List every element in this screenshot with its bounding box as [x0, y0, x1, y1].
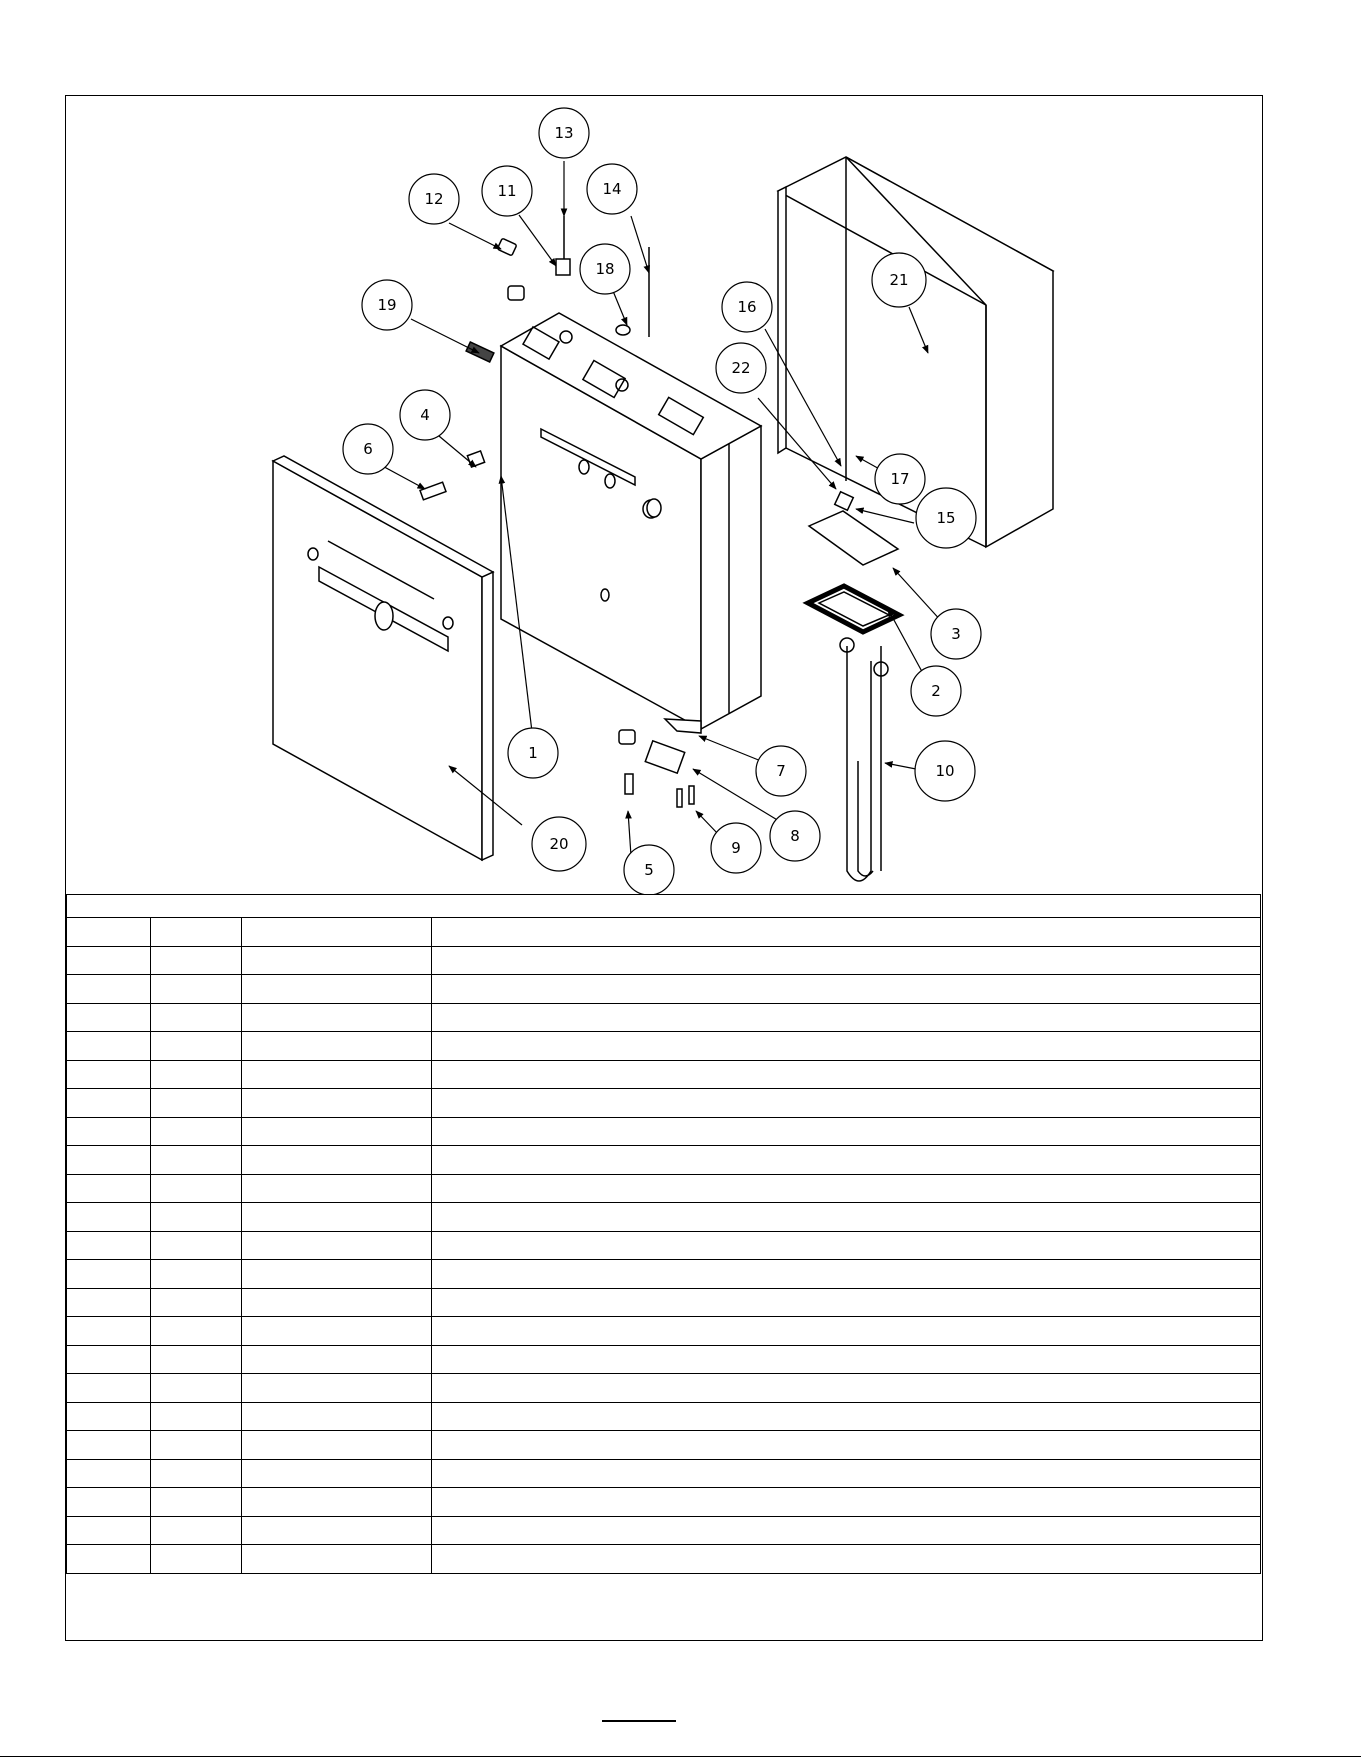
table-cell — [432, 1317, 1261, 1346]
table-cell — [67, 1089, 151, 1118]
table-title-row — [67, 895, 1261, 918]
callout-label: 11 — [497, 182, 517, 200]
table-cell — [432, 1089, 1261, 1118]
table-cell — [151, 1402, 242, 1431]
table-cell — [242, 1345, 432, 1374]
table-row — [67, 1345, 1261, 1374]
table-cell — [67, 1488, 151, 1517]
table-cell — [67, 1032, 151, 1061]
callout-6 — [343, 424, 393, 474]
table-cell — [151, 1174, 242, 1203]
table-row — [67, 1402, 1261, 1431]
table-cell — [432, 1117, 1261, 1146]
table-cell — [151, 1317, 242, 1346]
table-cell — [151, 975, 242, 1004]
callout-label: 8 — [790, 827, 800, 845]
table-row — [67, 1146, 1261, 1175]
table-cell — [432, 946, 1261, 975]
table-cell — [151, 1089, 242, 1118]
table-cell — [67, 1146, 151, 1175]
table-cell — [67, 1345, 151, 1374]
exploded-view-drawing — [66, 96, 1261, 894]
callout-12 — [409, 174, 459, 224]
callout-3 — [931, 609, 981, 659]
table-cell — [432, 1488, 1261, 1517]
table-cell — [242, 1288, 432, 1317]
table-cell — [67, 1545, 151, 1574]
callout-14 — [587, 164, 637, 214]
callout-label: 14 — [602, 180, 622, 198]
callout-7 — [756, 746, 806, 796]
table-cell — [432, 1459, 1261, 1488]
callout-label: 4 — [420, 406, 430, 424]
table-cell — [67, 1231, 151, 1260]
table-row — [67, 1174, 1261, 1203]
callout-17 — [875, 454, 925, 504]
callout-22 — [716, 343, 766, 393]
callout-label: 17 — [890, 470, 910, 488]
table-cell — [151, 1516, 242, 1545]
table-row — [67, 1431, 1261, 1460]
table-cell — [67, 1516, 151, 1545]
table-cell — [67, 1402, 151, 1431]
table-cell — [151, 1032, 242, 1061]
table-cell — [432, 1288, 1261, 1317]
table-header-row — [67, 918, 1261, 947]
table-row — [67, 1231, 1261, 1260]
table-cell — [67, 1260, 151, 1289]
callout-13 — [539, 108, 589, 158]
table-cell — [242, 1003, 432, 1032]
table-cell — [242, 1260, 432, 1289]
table-cell — [432, 1402, 1261, 1431]
table-cell — [432, 975, 1261, 1004]
table-row — [67, 1003, 1261, 1032]
table-cell — [242, 1060, 432, 1089]
table-cell — [432, 1374, 1261, 1403]
parts-list-table — [66, 894, 1261, 1574]
table-cell — [151, 1146, 242, 1175]
callout-label: 7 — [776, 762, 786, 780]
callout-label: 6 — [363, 440, 373, 458]
table-row — [67, 1060, 1261, 1089]
table-cell — [242, 1317, 432, 1346]
header-cell-item — [67, 918, 151, 947]
table-row — [67, 1545, 1261, 1574]
callout-label: 15 — [936, 509, 956, 527]
table-row — [67, 1117, 1261, 1146]
heating-element-part — [840, 638, 888, 881]
callout-label: 18 — [595, 260, 615, 278]
table-cell — [242, 1374, 432, 1403]
gasket-and-plate-parts — [808, 511, 899, 632]
callout-16 — [722, 282, 772, 332]
table-cell — [432, 1060, 1261, 1089]
table-cell — [151, 1231, 242, 1260]
callout-18 — [580, 244, 630, 294]
callout-20 — [532, 817, 586, 871]
table-cell — [432, 1345, 1261, 1374]
table-cell — [151, 1260, 242, 1289]
table-row — [67, 1317, 1261, 1346]
table-cell — [151, 1431, 242, 1460]
table-row — [67, 946, 1261, 975]
header-cell-description — [432, 918, 1261, 947]
table-cell — [242, 1203, 432, 1232]
callout-9 — [711, 823, 761, 873]
table-cell — [242, 1146, 432, 1175]
table-row — [67, 1032, 1261, 1061]
table-cell — [151, 1545, 242, 1574]
table-cell — [151, 1003, 242, 1032]
table-cell — [67, 946, 151, 975]
callout-19 — [362, 280, 412, 330]
table-cell — [151, 1488, 242, 1517]
table-cell — [242, 1545, 432, 1574]
callout-label: 12 — [424, 190, 444, 208]
callout-5 — [624, 845, 674, 894]
table-cell — [432, 1431, 1261, 1460]
callout-label: 21 — [889, 271, 909, 289]
table-row — [67, 1288, 1261, 1317]
front-panel-part — [273, 456, 493, 860]
callout-label: 19 — [377, 296, 397, 314]
table-cell — [67, 1317, 151, 1346]
table-row — [67, 1203, 1261, 1232]
callout-label: 1 — [528, 744, 538, 762]
table-cell — [242, 946, 432, 975]
page-bottom-rule — [0, 1756, 1361, 1757]
table-row — [67, 1374, 1261, 1403]
table-cell — [67, 975, 151, 1004]
table-cell — [432, 1146, 1261, 1175]
table-cell — [432, 1174, 1261, 1203]
table-cell — [432, 1003, 1261, 1032]
table-cell — [67, 1117, 151, 1146]
table-row — [67, 975, 1261, 1004]
footer-rule — [602, 1720, 676, 1722]
callout-10 — [915, 741, 975, 801]
table-cell — [67, 1203, 151, 1232]
table-cell — [151, 1288, 242, 1317]
callout-label: 10 — [935, 762, 955, 780]
table-cell — [242, 1516, 432, 1545]
header-cell-qty — [151, 918, 242, 947]
table-cell — [151, 1117, 242, 1146]
table-cell — [242, 1089, 432, 1118]
table-cell — [242, 1117, 432, 1146]
callout-label: 13 — [554, 124, 574, 142]
table-cell — [432, 1545, 1261, 1574]
table-cell — [67, 1003, 151, 1032]
callout-11 — [482, 166, 532, 216]
callout-label: 2 — [931, 682, 941, 700]
callout-label: 5 — [644, 861, 654, 879]
table-row — [67, 1516, 1261, 1545]
table-cell — [242, 1032, 432, 1061]
table-cell — [432, 1231, 1261, 1260]
table-row — [67, 1260, 1261, 1289]
table-cell — [67, 1431, 151, 1460]
table-cell — [432, 1203, 1261, 1232]
table-title — [67, 895, 1261, 918]
table-cell — [151, 1060, 242, 1089]
table-cell — [151, 1374, 242, 1403]
drawing-frame — [65, 95, 1263, 1641]
table-row — [67, 1488, 1261, 1517]
table-cell — [242, 1488, 432, 1517]
callout-label: 9 — [731, 839, 741, 857]
callout-label: 22 — [731, 359, 751, 377]
callout-2 — [911, 666, 961, 716]
table-cell — [242, 1431, 432, 1460]
callout-1 — [508, 728, 558, 778]
table-cell — [242, 1459, 432, 1488]
table-cell — [151, 946, 242, 975]
header-cell-part-number — [242, 918, 432, 947]
table-cell — [67, 1060, 151, 1089]
table-cell — [242, 1402, 432, 1431]
table-cell — [67, 1174, 151, 1203]
table-cell — [432, 1260, 1261, 1289]
table-cell — [432, 1516, 1261, 1545]
table-cell — [432, 1032, 1261, 1061]
callout-15 — [916, 488, 976, 548]
table-cell — [67, 1288, 151, 1317]
callout-label: 16 — [737, 298, 757, 316]
table-cell — [151, 1203, 242, 1232]
table-cell — [67, 1374, 151, 1403]
table-cell — [151, 1345, 242, 1374]
callout-label: 20 — [549, 835, 569, 853]
table-cell — [67, 1459, 151, 1488]
callout-21 — [872, 253, 926, 307]
table-cell — [242, 1174, 432, 1203]
callout-8 — [770, 811, 820, 861]
callout-label: 3 — [951, 625, 961, 643]
table-row — [67, 1089, 1261, 1118]
table-row — [67, 1459, 1261, 1488]
table-cell — [242, 975, 432, 1004]
callout-4 — [400, 390, 450, 440]
table-cell — [151, 1459, 242, 1488]
table-cell — [242, 1231, 432, 1260]
